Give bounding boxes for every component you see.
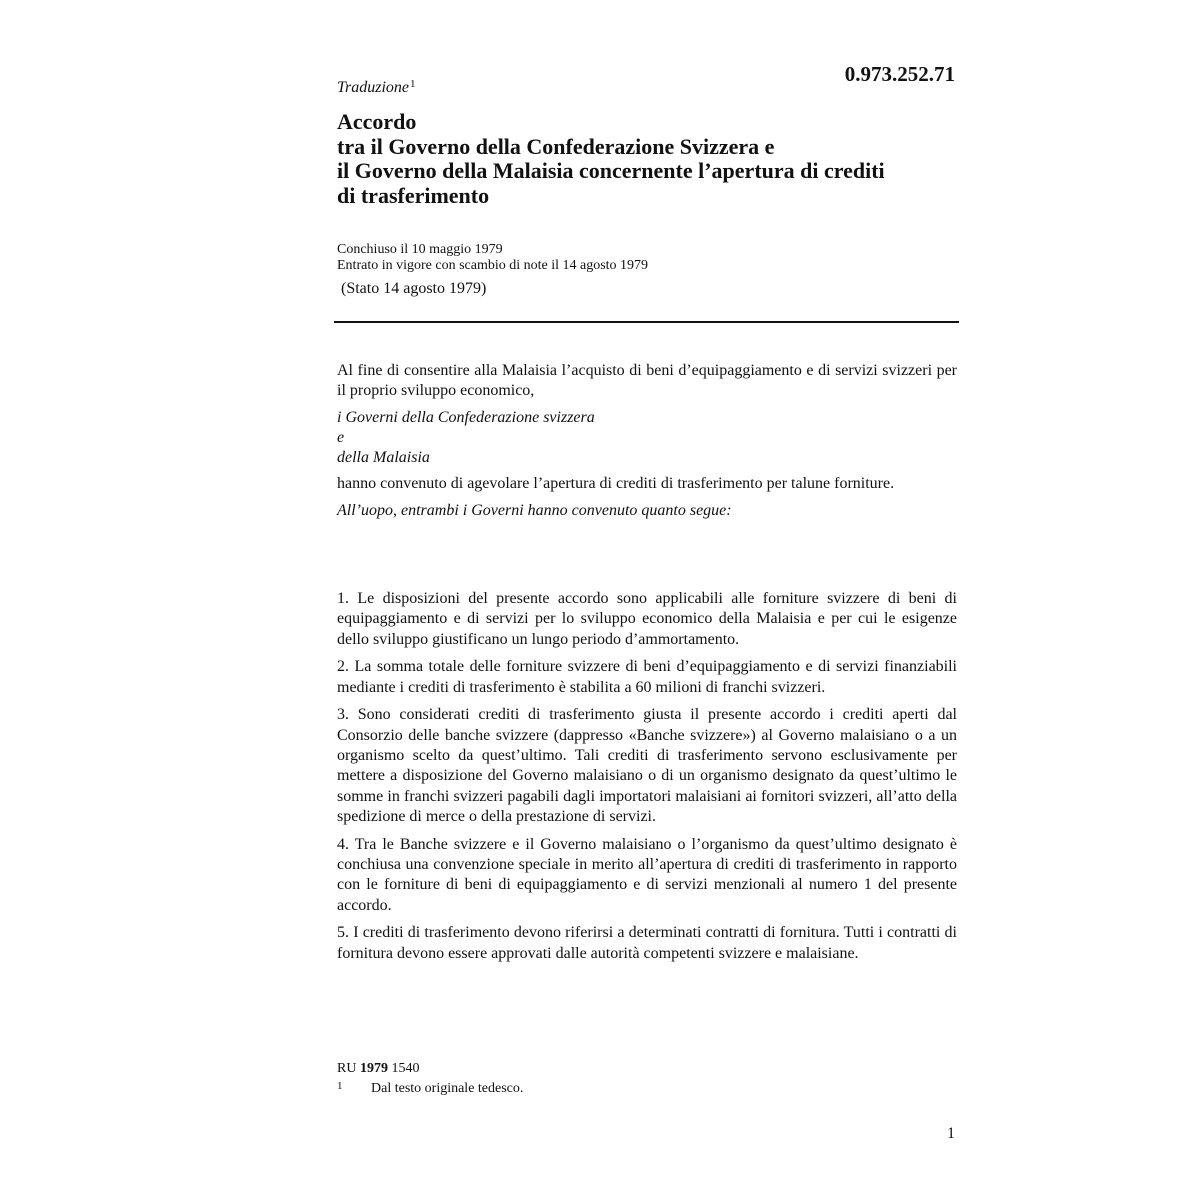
- official-compilation-ref: [337, 1059, 957, 1079]
- footnote-text: Dal testo originale tedesco.: [371, 1081, 524, 1096]
- preamble-closing: All’uopo, entrambi i Governi hanno convenuto quanto segue:: [337, 501, 732, 519]
- ru-page: 1540: [391, 1061, 420, 1076]
- page-footer: [337, 1059, 957, 1099]
- article-paragraph: 1. Le disposizioni del presente accordo sono applicabili alle forniture svizzere di beni di equipaggiamento e di servizi per lo sviluppo economico della Malaisia e per cui le esigenze dello sviluppo giustificano un lungo periodo d’ammortamento.: [337, 590, 957, 648]
- page-number: 1: [947, 1125, 955, 1142]
- footnote-number: 1: [337, 1080, 343, 1092]
- ru-year: 1979: [359, 1061, 388, 1076]
- parties-line: della Malaisia: [337, 449, 430, 467]
- footnote: [337, 1079, 957, 1099]
- status-date: (Stato 14 agosto 1979): [341, 280, 487, 297]
- title-line-2: tra il Governo della Confederazione Svizzera e: [337, 133, 775, 159]
- preamble-paragraph: Al fine di consentire alla Malaisia l’acquisto di beni d’equipaggiamento e di servizi svizzeri per il proprio sviluppo economico,: [337, 362, 957, 400]
- ru-prefix: RU: [337, 1061, 357, 1076]
- header-divider: [334, 321, 959, 323]
- article-paragraph: 4. Tra le Banche svizzere e il Governo malaisiano o l’organismo da quest’ultimo designato è conchiusa una convenzione speciale in merito all’apertura di crediti di trasferimento in rapporto con le forniture di beni di equipaggiamento e di servizi menzionali al numero 1 del presente accordo.: [337, 835, 957, 914]
- title-line-1: Accordo: [337, 109, 417, 134]
- article-paragraph: 3. Sono considerati crediti di trasferimento giusta il presente accordo i crediti aperti dal Consorzio delle banche svizzere (dappresso «Banche svizzere») al Governo malaisiano o a un organismo scelto da quest’ultimo. Tali crediti di trasferimento servono esclusivamente per mettere a disposizione del Governo malaisiano o di un organismo designato da quest’ultimo le somme in franchi svizzeri pagabili dagli importatori malaisiani ai fornitori svizzeri, all’atto della spedizione di merce o della prestazione di servizi.: [337, 706, 957, 825]
- concluded-date: Conchiuso il 10 maggio 1979: [337, 242, 503, 257]
- parties-line: i Governi della Confederazione svizzera: [337, 408, 595, 426]
- article-paragraph: 5. I crediti di trasferimento devono riferirsi a determinati contratti di fornitura. Tutti i contratti di fornitura devono essere approvati dalle autorità competenti svizzere e malaisiane.: [337, 924, 957, 962]
- preamble-paragraph: hanno convenuto di agevolare l’apertura di crediti di trasferimento per talune forniture.: [337, 475, 895, 493]
- article-paragraph: 2. La somma totale delle forniture svizzere di beni d’equipaggiamento e di servizi finanziabili mediante i crediti di trasferimento è stabilita a 60 milioni di franchi svizzeri.: [337, 658, 957, 696]
- document-metadata: [337, 242, 957, 299]
- parties-line: e: [337, 428, 345, 446]
- translation-label: [337, 74, 416, 98]
- title-line-4: di trasferimento: [337, 182, 490, 208]
- sr-number: 0.973.252.71: [844, 62, 955, 86]
- in-force-date: Entrato in vigore con scambio di note il 14 agosto 1979: [337, 258, 649, 273]
- articles: [337, 589, 957, 972]
- footnote-reference[interactable]: 1: [410, 78, 416, 90]
- document-title: [337, 110, 957, 208]
- title-line-3: il Governo della Malaisia concernente l’apertura di crediti: [337, 158, 885, 183]
- translation-label-text: Traduzione: [337, 79, 410, 96]
- preamble: [337, 361, 957, 521]
